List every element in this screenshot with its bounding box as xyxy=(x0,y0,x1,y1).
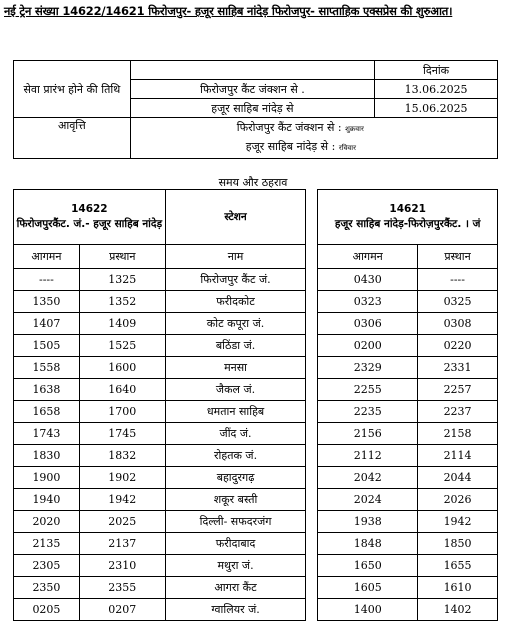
arrival-right: 1400 xyxy=(318,599,418,621)
arrival-left: 1638 xyxy=(14,379,80,401)
arrival-left: 2020 xyxy=(14,511,80,533)
station-name: ग्वालियर जं. xyxy=(165,599,306,621)
departure-left: 1745 xyxy=(79,423,165,445)
arrival-right: 0306 xyxy=(318,313,418,335)
arrival-left: 1743 xyxy=(14,423,80,445)
column-gap xyxy=(306,511,318,533)
departure-left: 1325 xyxy=(79,269,165,291)
start-station-2: हजूर साहिब नांदेड़ से xyxy=(130,99,374,118)
table-row xyxy=(14,291,498,313)
arrival-left: 1505 xyxy=(14,335,80,357)
arrival-header-right: आगमन xyxy=(318,245,418,269)
arrival-left: 1658 xyxy=(14,401,80,423)
station-name: जींद जं. xyxy=(165,423,306,445)
departure-left: 1409 xyxy=(79,313,165,335)
departure-right: 1655 xyxy=(418,555,498,577)
arrival-left: 2135 xyxy=(14,533,80,555)
start-date-2: 15.06.2025 xyxy=(375,99,498,118)
departure-right: ---- xyxy=(418,269,498,291)
arrival-right: 1848 xyxy=(318,533,418,555)
station-name: रोहतक जं. xyxy=(165,445,306,467)
station-name: कोट कपूरा जं. xyxy=(165,313,306,335)
station-name: शकूर बस्ती xyxy=(165,489,306,511)
table-row xyxy=(14,269,498,291)
arrival-right: 1938 xyxy=(318,511,418,533)
departure-right: 2237 xyxy=(418,401,498,423)
name-header: नाम xyxy=(165,245,306,269)
column-gap xyxy=(306,467,318,489)
departure-left: 2310 xyxy=(79,555,165,577)
departure-header-right: प्रस्थान xyxy=(418,245,498,269)
arrival-left: 1558 xyxy=(14,357,80,379)
departure-right: 0308 xyxy=(418,313,498,335)
departure-right: 2158 xyxy=(418,423,498,445)
departure-right: 1850 xyxy=(418,533,498,555)
column-gap xyxy=(306,401,318,423)
departure-left: 2355 xyxy=(79,577,165,599)
departure-left: 1832 xyxy=(79,445,165,467)
departure-left: 1942 xyxy=(79,489,165,511)
arrival-right: 2235 xyxy=(318,401,418,423)
column-gap xyxy=(306,599,318,621)
table-row xyxy=(14,599,498,621)
table-row xyxy=(14,467,498,489)
station-name: बहादुरगढ़ xyxy=(165,467,306,489)
station-name: मथुरा जं. xyxy=(165,555,306,577)
start-date-1: 13.06.2025 xyxy=(375,80,498,99)
departure-left: 1700 xyxy=(79,401,165,423)
train-14622-name: फिरोजपुरकैंट. जं.- हजूर साहिब नांदेड़ xyxy=(16,218,163,230)
table-row xyxy=(14,335,498,357)
schedule-heading: समय और ठहराव xyxy=(218,176,288,189)
table-row xyxy=(14,313,498,335)
arrival-left: 1407 xyxy=(14,313,80,335)
station-name: फरीदाबाद xyxy=(165,533,306,555)
column-gap xyxy=(306,245,318,269)
page-title: नई ट्रेन संख्या 14622/14621 फिरोजपुर- हजूर साहिब नांदेड़ फिरोजपुर- साप्ताहिक एक्सप्रेस की शुरुआत। xyxy=(4,4,453,18)
arrival-right: 2156 xyxy=(318,423,418,445)
train-14621-number: 14621 xyxy=(389,203,426,215)
column-gap xyxy=(306,269,318,291)
frequency-day-1: शुक्रवार xyxy=(345,125,364,133)
table-row xyxy=(14,357,498,379)
arrival-left: 1830 xyxy=(14,445,80,467)
departure-right: 1402 xyxy=(418,599,498,621)
table-row xyxy=(14,445,498,467)
column-gap xyxy=(306,445,318,467)
station-name: बठिंडा जं. xyxy=(165,335,306,357)
departure-left: 2137 xyxy=(79,533,165,555)
departure-left: 1600 xyxy=(79,357,165,379)
frequency-from-1: फिरोजपुर कैंट जंक्शन से : xyxy=(236,121,342,134)
departure-right: 2331 xyxy=(418,357,498,379)
table-row xyxy=(14,379,498,401)
departure-left: 1525 xyxy=(79,335,165,357)
table-row xyxy=(14,401,498,423)
column-gap xyxy=(306,357,318,379)
station-header: स्टेशन xyxy=(165,190,306,245)
arrival-right: 0323 xyxy=(318,291,418,313)
train-14621-name: हजूर साहिब नांदेड़-फिरोज़पुरकैंट. । जं xyxy=(334,218,481,230)
table-row xyxy=(14,555,498,577)
departure-left: 0207 xyxy=(79,599,165,621)
station-name: मनसा xyxy=(165,357,306,379)
arrival-left: 1940 xyxy=(14,489,80,511)
table-row xyxy=(14,533,498,555)
station-name: फरीदकोट xyxy=(165,291,306,313)
departure-right: 0220 xyxy=(418,335,498,357)
station-name: जैकल जं. xyxy=(165,379,306,401)
arrival-right: 1605 xyxy=(318,577,418,599)
frequency-line-2 xyxy=(131,138,497,157)
table-row xyxy=(14,511,498,533)
arrival-left: 0205 xyxy=(14,599,80,621)
frequency-cell xyxy=(130,118,497,159)
arrival-right: 2329 xyxy=(318,357,418,379)
departure-right: 1942 xyxy=(418,511,498,533)
departure-right: 2257 xyxy=(418,379,498,401)
departure-right: 2044 xyxy=(418,467,498,489)
station-name: दिल्ली- सफदरजंग xyxy=(165,511,306,533)
column-gap xyxy=(306,577,318,599)
departure-right: 2114 xyxy=(418,445,498,467)
column-gap xyxy=(306,489,318,511)
departure-right: 2026 xyxy=(418,489,498,511)
arrival-left: ---- xyxy=(14,269,80,291)
arrival-right: 1650 xyxy=(318,555,418,577)
train-14622-number: 14622 xyxy=(71,203,108,215)
arrival-right: 2024 xyxy=(318,489,418,511)
arrival-left: 2305 xyxy=(14,555,80,577)
column-gap xyxy=(306,291,318,313)
service-start-label: सेवा प्रारंभ होने की तिथि xyxy=(14,61,131,118)
table-row xyxy=(14,423,498,445)
arrival-right: 0200 xyxy=(318,335,418,357)
station-name: धमतान साहिब xyxy=(165,401,306,423)
column-gap xyxy=(306,335,318,357)
station-name: आगरा कैंट xyxy=(165,577,306,599)
column-gap xyxy=(306,533,318,555)
arrival-left: 1900 xyxy=(14,467,80,489)
service-info-table xyxy=(13,60,498,159)
column-gap xyxy=(306,423,318,445)
table-row xyxy=(14,489,498,511)
timetable xyxy=(13,189,498,621)
frequency-from-2: हजूर साहिब नांदेड़ से : xyxy=(245,140,336,153)
departure-right: 0325 xyxy=(418,291,498,313)
departure-left: 1352 xyxy=(79,291,165,313)
arrival-left: 2350 xyxy=(14,577,80,599)
frequency-label: आवृत्ति xyxy=(14,118,131,159)
arrival-left: 1350 xyxy=(14,291,80,313)
frequency-day-2: रविवार xyxy=(338,144,356,152)
train-14621-header xyxy=(318,190,498,245)
arrival-header-left: आगमन xyxy=(14,245,80,269)
column-gap xyxy=(306,190,318,245)
station-name: फिरोजपुर कैंट जं. xyxy=(165,269,306,291)
departure-left: 2025 xyxy=(79,511,165,533)
arrival-right: 2255 xyxy=(318,379,418,401)
departure-left: 1640 xyxy=(79,379,165,401)
column-gap xyxy=(306,379,318,401)
date-header: दिनांक xyxy=(375,61,498,80)
arrival-right: 2112 xyxy=(318,445,418,467)
column-gap xyxy=(306,555,318,577)
arrival-right: 0430 xyxy=(318,269,418,291)
departure-right: 1610 xyxy=(418,577,498,599)
departure-left: 1902 xyxy=(79,467,165,489)
column-gap xyxy=(306,313,318,335)
train-14622-header xyxy=(14,190,166,245)
departure-header-left: प्रस्थान xyxy=(79,245,165,269)
frequency-line-1 xyxy=(131,119,497,138)
start-station-1: फिरोजपुर कैंट जंक्शन से . xyxy=(130,80,374,99)
arrival-right: 2042 xyxy=(318,467,418,489)
table-row xyxy=(14,577,498,599)
